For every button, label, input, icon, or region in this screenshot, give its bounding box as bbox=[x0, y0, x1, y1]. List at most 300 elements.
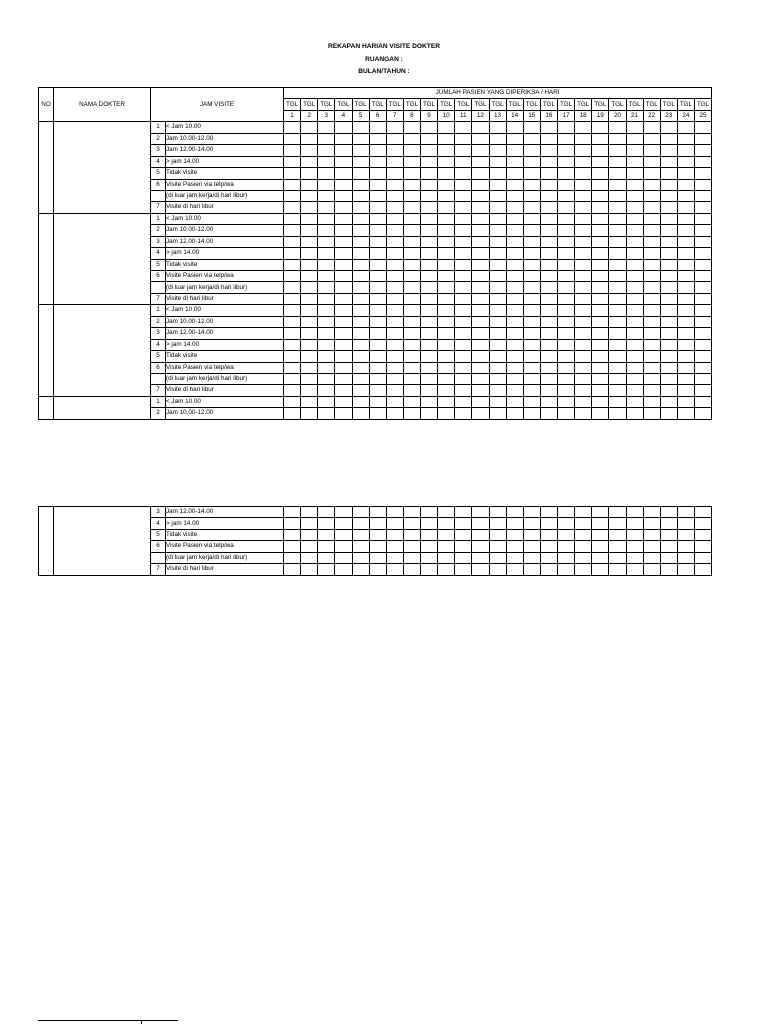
day-cell[interactable] bbox=[455, 236, 472, 247]
day-cell[interactable] bbox=[403, 328, 420, 339]
day-cell[interactable] bbox=[472, 529, 489, 540]
day-cell[interactable] bbox=[575, 179, 592, 190]
day-cell[interactable] bbox=[335, 507, 352, 518]
day-cell[interactable] bbox=[626, 339, 643, 350]
doctor-no-cell[interactable] bbox=[39, 396, 54, 419]
day-cell[interactable] bbox=[318, 396, 335, 407]
day-cell[interactable] bbox=[523, 518, 540, 529]
day-cell[interactable] bbox=[695, 225, 712, 236]
day-cell[interactable] bbox=[455, 202, 472, 213]
day-cell[interactable] bbox=[506, 373, 523, 384]
day-cell[interactable] bbox=[609, 564, 626, 575]
day-cell[interactable] bbox=[455, 122, 472, 133]
day-cell[interactable] bbox=[352, 518, 369, 529]
day-cell[interactable] bbox=[677, 179, 694, 190]
day-cell[interactable] bbox=[421, 133, 438, 144]
day-cell[interactable] bbox=[489, 248, 506, 259]
day-cell[interactable] bbox=[369, 202, 386, 213]
day-cell[interactable] bbox=[575, 396, 592, 407]
day-cell[interactable] bbox=[284, 145, 301, 156]
day-cell[interactable] bbox=[472, 133, 489, 144]
day-cell[interactable] bbox=[626, 248, 643, 259]
day-cell[interactable] bbox=[523, 373, 540, 384]
doctor-no-cell[interactable] bbox=[39, 305, 54, 397]
day-cell[interactable] bbox=[558, 507, 575, 518]
day-cell[interactable] bbox=[575, 552, 592, 563]
day-cell[interactable] bbox=[489, 351, 506, 362]
day-cell[interactable] bbox=[421, 293, 438, 304]
day-cell[interactable] bbox=[369, 373, 386, 384]
day-cell[interactable] bbox=[369, 179, 386, 190]
day-cell[interactable] bbox=[695, 293, 712, 304]
doctor-no-cell[interactable] bbox=[39, 507, 54, 576]
day-cell[interactable] bbox=[626, 225, 643, 236]
day-cell[interactable] bbox=[626, 385, 643, 396]
day-cell[interactable] bbox=[506, 145, 523, 156]
day-cell[interactable] bbox=[523, 248, 540, 259]
day-cell[interactable] bbox=[660, 236, 677, 247]
day-cell[interactable] bbox=[335, 552, 352, 563]
day-cell[interactable] bbox=[438, 541, 455, 552]
day-cell[interactable] bbox=[575, 339, 592, 350]
day-cell[interactable] bbox=[455, 133, 472, 144]
day-cell[interactable] bbox=[284, 122, 301, 133]
day-cell[interactable] bbox=[335, 351, 352, 362]
day-cell[interactable] bbox=[301, 133, 318, 144]
day-cell[interactable] bbox=[301, 190, 318, 201]
day-cell[interactable] bbox=[369, 282, 386, 293]
day-cell[interactable] bbox=[558, 316, 575, 327]
day-cell[interactable] bbox=[284, 396, 301, 407]
day-cell[interactable] bbox=[386, 236, 403, 247]
day-cell[interactable] bbox=[318, 328, 335, 339]
day-cell[interactable] bbox=[506, 396, 523, 407]
day-cell[interactable] bbox=[386, 259, 403, 270]
day-cell[interactable] bbox=[472, 156, 489, 167]
day-cell[interactable] bbox=[455, 179, 472, 190]
day-cell[interactable] bbox=[284, 293, 301, 304]
day-cell[interactable] bbox=[677, 396, 694, 407]
day-cell[interactable] bbox=[506, 202, 523, 213]
day-cell[interactable] bbox=[643, 529, 660, 540]
day-cell[interactable] bbox=[609, 156, 626, 167]
day-cell[interactable] bbox=[438, 518, 455, 529]
day-cell[interactable] bbox=[438, 179, 455, 190]
day-cell[interactable] bbox=[575, 518, 592, 529]
day-cell[interactable] bbox=[540, 202, 557, 213]
day-cell[interactable] bbox=[301, 202, 318, 213]
day-cell[interactable] bbox=[438, 351, 455, 362]
day-cell[interactable] bbox=[489, 133, 506, 144]
day-cell[interactable] bbox=[421, 362, 438, 373]
day-cell[interactable] bbox=[403, 408, 420, 419]
day-cell[interactable] bbox=[455, 316, 472, 327]
day-cell[interactable] bbox=[438, 339, 455, 350]
day-cell[interactable] bbox=[386, 507, 403, 518]
day-cell[interactable] bbox=[558, 564, 575, 575]
day-cell[interactable] bbox=[472, 564, 489, 575]
day-cell[interactable] bbox=[592, 122, 609, 133]
day-cell[interactable] bbox=[609, 122, 626, 133]
day-cell[interactable] bbox=[558, 408, 575, 419]
day-cell[interactable] bbox=[403, 225, 420, 236]
day-cell[interactable] bbox=[677, 362, 694, 373]
day-cell[interactable] bbox=[643, 190, 660, 201]
day-cell[interactable] bbox=[558, 168, 575, 179]
day-cell[interactable] bbox=[489, 396, 506, 407]
day-cell[interactable] bbox=[352, 202, 369, 213]
day-cell[interactable] bbox=[301, 271, 318, 282]
day-cell[interactable] bbox=[626, 396, 643, 407]
day-cell[interactable] bbox=[455, 529, 472, 540]
day-cell[interactable] bbox=[695, 541, 712, 552]
day-cell[interactable] bbox=[609, 408, 626, 419]
day-cell[interactable] bbox=[318, 339, 335, 350]
day-cell[interactable] bbox=[695, 328, 712, 339]
day-cell[interactable] bbox=[352, 305, 369, 316]
day-cell[interactable] bbox=[609, 259, 626, 270]
day-cell[interactable] bbox=[592, 529, 609, 540]
day-cell[interactable] bbox=[335, 236, 352, 247]
day-cell[interactable] bbox=[352, 339, 369, 350]
day-cell[interactable] bbox=[318, 248, 335, 259]
day-cell[interactable] bbox=[643, 518, 660, 529]
day-cell[interactable] bbox=[558, 225, 575, 236]
day-cell[interactable] bbox=[626, 305, 643, 316]
day-cell[interactable] bbox=[660, 518, 677, 529]
day-cell[interactable] bbox=[386, 305, 403, 316]
day-cell[interactable] bbox=[695, 507, 712, 518]
doctor-name-cell[interactable] bbox=[54, 213, 151, 305]
doctor-name-cell[interactable] bbox=[54, 122, 151, 214]
day-cell[interactable] bbox=[318, 316, 335, 327]
day-cell[interactable] bbox=[506, 328, 523, 339]
day-cell[interactable] bbox=[438, 408, 455, 419]
day-cell[interactable] bbox=[660, 156, 677, 167]
day-cell[interactable] bbox=[626, 213, 643, 224]
day-cell[interactable] bbox=[489, 271, 506, 282]
day-cell[interactable] bbox=[284, 552, 301, 563]
day-cell[interactable] bbox=[403, 518, 420, 529]
day-cell[interactable] bbox=[284, 133, 301, 144]
day-cell[interactable] bbox=[695, 133, 712, 144]
day-cell[interactable] bbox=[540, 552, 557, 563]
day-cell[interactable] bbox=[575, 225, 592, 236]
day-cell[interactable] bbox=[301, 168, 318, 179]
day-cell[interactable] bbox=[421, 529, 438, 540]
day-cell[interactable] bbox=[660, 179, 677, 190]
day-cell[interactable] bbox=[609, 552, 626, 563]
day-cell[interactable] bbox=[523, 507, 540, 518]
day-cell[interactable] bbox=[558, 202, 575, 213]
day-cell[interactable] bbox=[592, 385, 609, 396]
day-cell[interactable] bbox=[386, 248, 403, 259]
day-cell[interactable] bbox=[695, 145, 712, 156]
day-cell[interactable] bbox=[386, 202, 403, 213]
day-cell[interactable] bbox=[318, 236, 335, 247]
day-cell[interactable] bbox=[369, 248, 386, 259]
day-cell[interactable] bbox=[438, 202, 455, 213]
day-cell[interactable] bbox=[403, 305, 420, 316]
day-cell[interactable] bbox=[592, 271, 609, 282]
day-cell[interactable] bbox=[335, 225, 352, 236]
day-cell[interactable] bbox=[523, 122, 540, 133]
day-cell[interactable] bbox=[575, 529, 592, 540]
day-cell[interactable] bbox=[626, 373, 643, 384]
day-cell[interactable] bbox=[626, 552, 643, 563]
day-cell[interactable] bbox=[352, 351, 369, 362]
day-cell[interactable] bbox=[301, 507, 318, 518]
day-cell[interactable] bbox=[403, 362, 420, 373]
day-cell[interactable] bbox=[386, 552, 403, 563]
day-cell[interactable] bbox=[301, 248, 318, 259]
day-cell[interactable] bbox=[660, 385, 677, 396]
day-cell[interactable] bbox=[369, 213, 386, 224]
day-cell[interactable] bbox=[301, 564, 318, 575]
day-cell[interactable] bbox=[609, 168, 626, 179]
day-cell[interactable] bbox=[472, 507, 489, 518]
day-cell[interactable] bbox=[438, 396, 455, 407]
day-cell[interactable] bbox=[695, 202, 712, 213]
day-cell[interactable] bbox=[626, 236, 643, 247]
day-cell[interactable] bbox=[472, 328, 489, 339]
day-cell[interactable] bbox=[472, 373, 489, 384]
day-cell[interactable] bbox=[421, 339, 438, 350]
day-cell[interactable] bbox=[472, 293, 489, 304]
day-cell[interactable] bbox=[472, 351, 489, 362]
day-cell[interactable] bbox=[369, 385, 386, 396]
day-cell[interactable] bbox=[677, 248, 694, 259]
day-cell[interactable] bbox=[318, 385, 335, 396]
day-cell[interactable] bbox=[643, 179, 660, 190]
day-cell[interactable] bbox=[301, 339, 318, 350]
day-cell[interactable] bbox=[386, 316, 403, 327]
day-cell[interactable] bbox=[301, 552, 318, 563]
day-cell[interactable] bbox=[609, 236, 626, 247]
day-cell[interactable] bbox=[558, 305, 575, 316]
day-cell[interactable] bbox=[318, 202, 335, 213]
day-cell[interactable] bbox=[523, 133, 540, 144]
day-cell[interactable] bbox=[284, 408, 301, 419]
day-cell[interactable] bbox=[609, 518, 626, 529]
day-cell[interactable] bbox=[403, 507, 420, 518]
day-cell[interactable] bbox=[472, 122, 489, 133]
day-cell[interactable] bbox=[643, 293, 660, 304]
day-cell[interactable] bbox=[609, 362, 626, 373]
day-cell[interactable] bbox=[660, 362, 677, 373]
day-cell[interactable] bbox=[472, 271, 489, 282]
day-cell[interactable] bbox=[455, 564, 472, 575]
day-cell[interactable] bbox=[506, 248, 523, 259]
day-cell[interactable] bbox=[677, 145, 694, 156]
day-cell[interactable] bbox=[695, 316, 712, 327]
day-cell[interactable] bbox=[609, 328, 626, 339]
day-cell[interactable] bbox=[455, 293, 472, 304]
day-cell[interactable] bbox=[335, 316, 352, 327]
day-cell[interactable] bbox=[506, 133, 523, 144]
day-cell[interactable] bbox=[523, 529, 540, 540]
day-cell[interactable] bbox=[558, 385, 575, 396]
day-cell[interactable] bbox=[386, 339, 403, 350]
day-cell[interactable] bbox=[386, 133, 403, 144]
day-cell[interactable] bbox=[575, 190, 592, 201]
day-cell[interactable] bbox=[523, 202, 540, 213]
day-cell[interactable] bbox=[472, 282, 489, 293]
day-cell[interactable] bbox=[284, 362, 301, 373]
day-cell[interactable] bbox=[455, 190, 472, 201]
day-cell[interactable] bbox=[472, 259, 489, 270]
day-cell[interactable] bbox=[660, 259, 677, 270]
day-cell[interactable] bbox=[575, 133, 592, 144]
day-cell[interactable] bbox=[695, 248, 712, 259]
day-cell[interactable] bbox=[455, 271, 472, 282]
day-cell[interactable] bbox=[609, 213, 626, 224]
day-cell[interactable] bbox=[335, 408, 352, 419]
day-cell[interactable] bbox=[609, 316, 626, 327]
day-cell[interactable] bbox=[472, 541, 489, 552]
day-cell[interactable] bbox=[626, 564, 643, 575]
day-cell[interactable] bbox=[609, 179, 626, 190]
day-cell[interactable] bbox=[660, 529, 677, 540]
day-cell[interactable] bbox=[643, 202, 660, 213]
day-cell[interactable] bbox=[386, 145, 403, 156]
day-cell[interactable] bbox=[335, 305, 352, 316]
day-cell[interactable] bbox=[695, 373, 712, 384]
day-cell[interactable] bbox=[403, 271, 420, 282]
day-cell[interactable] bbox=[540, 293, 557, 304]
day-cell[interactable] bbox=[318, 564, 335, 575]
day-cell[interactable] bbox=[523, 282, 540, 293]
day-cell[interactable] bbox=[352, 282, 369, 293]
day-cell[interactable] bbox=[318, 156, 335, 167]
day-cell[interactable] bbox=[455, 156, 472, 167]
day-cell[interactable] bbox=[506, 541, 523, 552]
day-cell[interactable] bbox=[506, 179, 523, 190]
day-cell[interactable] bbox=[540, 518, 557, 529]
day-cell[interactable] bbox=[335, 396, 352, 407]
day-cell[interactable] bbox=[352, 385, 369, 396]
day-cell[interactable] bbox=[643, 271, 660, 282]
day-cell[interactable] bbox=[489, 259, 506, 270]
day-cell[interactable] bbox=[558, 518, 575, 529]
day-cell[interactable] bbox=[284, 316, 301, 327]
day-cell[interactable] bbox=[301, 351, 318, 362]
day-cell[interactable] bbox=[284, 541, 301, 552]
day-cell[interactable] bbox=[677, 541, 694, 552]
day-cell[interactable] bbox=[540, 225, 557, 236]
day-cell[interactable] bbox=[318, 145, 335, 156]
day-cell[interactable] bbox=[592, 145, 609, 156]
day-cell[interactable] bbox=[301, 282, 318, 293]
day-cell[interactable] bbox=[575, 293, 592, 304]
day-cell[interactable] bbox=[575, 541, 592, 552]
day-cell[interactable] bbox=[540, 339, 557, 350]
day-cell[interactable] bbox=[695, 282, 712, 293]
day-cell[interactable] bbox=[592, 236, 609, 247]
day-cell[interactable] bbox=[403, 282, 420, 293]
day-cell[interactable] bbox=[626, 271, 643, 282]
day-cell[interactable] bbox=[489, 552, 506, 563]
day-cell[interactable] bbox=[540, 282, 557, 293]
day-cell[interactable] bbox=[489, 408, 506, 419]
day-cell[interactable] bbox=[523, 305, 540, 316]
day-cell[interactable] bbox=[369, 168, 386, 179]
day-cell[interactable] bbox=[558, 133, 575, 144]
day-cell[interactable] bbox=[677, 190, 694, 201]
day-cell[interactable] bbox=[489, 293, 506, 304]
day-cell[interactable] bbox=[352, 213, 369, 224]
day-cell[interactable] bbox=[558, 339, 575, 350]
day-cell[interactable] bbox=[386, 408, 403, 419]
day-cell[interactable] bbox=[284, 385, 301, 396]
day-cell[interactable] bbox=[403, 339, 420, 350]
day-cell[interactable] bbox=[301, 122, 318, 133]
day-cell[interactable] bbox=[386, 518, 403, 529]
day-cell[interactable] bbox=[558, 248, 575, 259]
day-cell[interactable] bbox=[677, 236, 694, 247]
day-cell[interactable] bbox=[695, 168, 712, 179]
day-cell[interactable] bbox=[626, 259, 643, 270]
day-cell[interactable] bbox=[592, 339, 609, 350]
day-cell[interactable] bbox=[506, 339, 523, 350]
day-cell[interactable] bbox=[609, 133, 626, 144]
day-cell[interactable] bbox=[318, 282, 335, 293]
day-cell[interactable] bbox=[284, 518, 301, 529]
day-cell[interactable] bbox=[558, 179, 575, 190]
day-cell[interactable] bbox=[421, 305, 438, 316]
day-cell[interactable] bbox=[335, 339, 352, 350]
day-cell[interactable] bbox=[335, 293, 352, 304]
day-cell[interactable] bbox=[472, 145, 489, 156]
day-cell[interactable] bbox=[677, 518, 694, 529]
day-cell[interactable] bbox=[472, 518, 489, 529]
day-cell[interactable] bbox=[506, 305, 523, 316]
day-cell[interactable] bbox=[523, 564, 540, 575]
day-cell[interactable] bbox=[523, 213, 540, 224]
day-cell[interactable] bbox=[489, 541, 506, 552]
day-cell[interactable] bbox=[592, 408, 609, 419]
day-cell[interactable] bbox=[421, 564, 438, 575]
day-cell[interactable] bbox=[421, 248, 438, 259]
day-cell[interactable] bbox=[558, 156, 575, 167]
day-cell[interactable] bbox=[523, 259, 540, 270]
day-cell[interactable] bbox=[318, 293, 335, 304]
day-cell[interactable] bbox=[301, 305, 318, 316]
day-cell[interactable] bbox=[660, 541, 677, 552]
day-cell[interactable] bbox=[472, 168, 489, 179]
day-cell[interactable] bbox=[421, 225, 438, 236]
day-cell[interactable] bbox=[421, 351, 438, 362]
day-cell[interactable] bbox=[369, 552, 386, 563]
day-cell[interactable] bbox=[575, 202, 592, 213]
day-cell[interactable] bbox=[558, 190, 575, 201]
day-cell[interactable] bbox=[352, 529, 369, 540]
day-cell[interactable] bbox=[540, 529, 557, 540]
day-cell[interactable] bbox=[643, 145, 660, 156]
day-cell[interactable] bbox=[575, 122, 592, 133]
day-cell[interactable] bbox=[438, 507, 455, 518]
day-cell[interactable] bbox=[558, 396, 575, 407]
day-cell[interactable] bbox=[489, 179, 506, 190]
day-cell[interactable] bbox=[369, 271, 386, 282]
day-cell[interactable] bbox=[421, 385, 438, 396]
day-cell[interactable] bbox=[438, 328, 455, 339]
day-cell[interactable] bbox=[609, 351, 626, 362]
day-cell[interactable] bbox=[455, 145, 472, 156]
day-cell[interactable] bbox=[626, 190, 643, 201]
day-cell[interactable] bbox=[369, 541, 386, 552]
day-cell[interactable] bbox=[575, 248, 592, 259]
